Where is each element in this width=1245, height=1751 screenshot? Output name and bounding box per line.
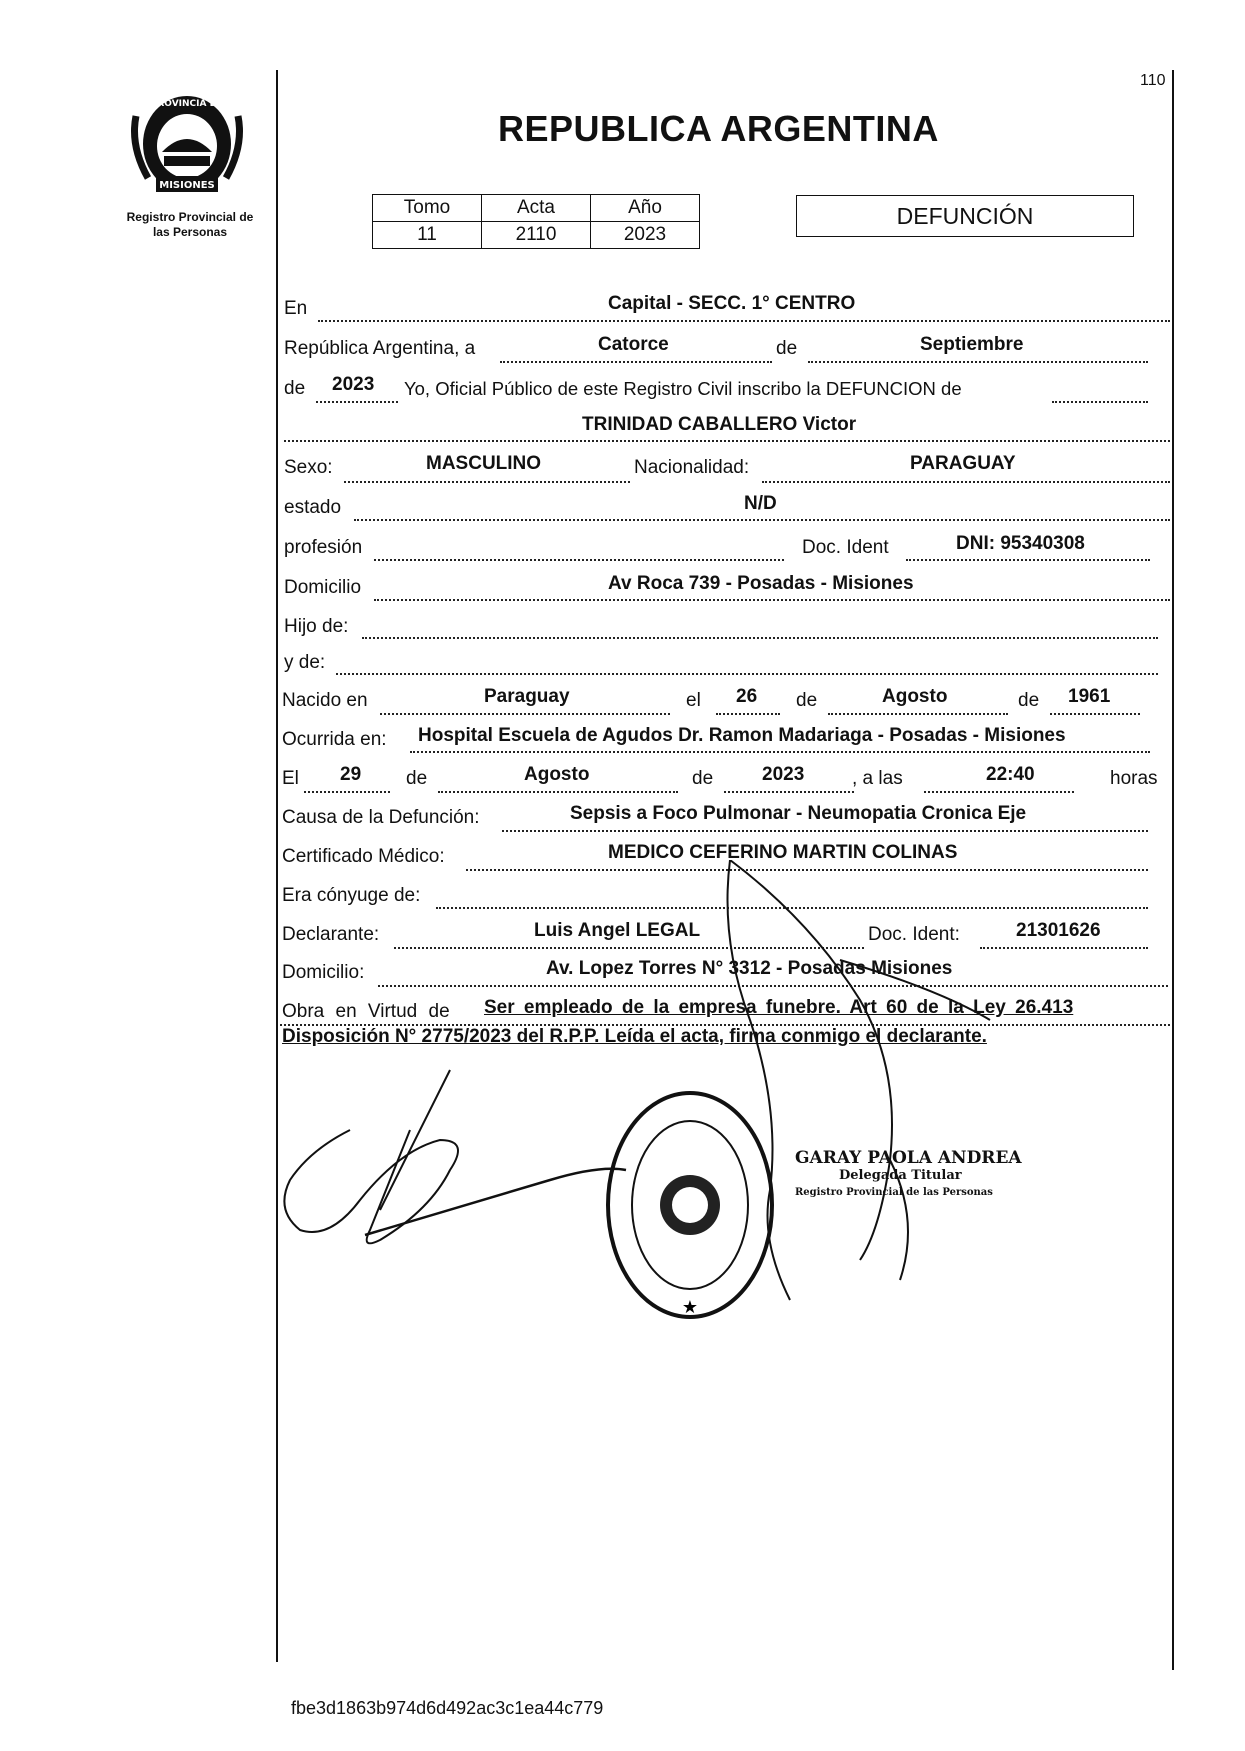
registry-value-tomo: 11 — [373, 222, 482, 249]
declarant-signature-icon — [270, 1060, 630, 1260]
nacido-label: Nacido en — [282, 690, 368, 711]
death-de2: de — [692, 768, 714, 789]
doc-ident-value: DNI: 95340308 — [956, 533, 1085, 554]
el2-label: El — [282, 768, 299, 789]
deceased-name: TRINIDAD CABALLERO Victor — [582, 414, 857, 435]
page-number: 110 — [1140, 72, 1166, 89]
birth-de1: de — [796, 690, 818, 711]
en-dotted-line — [318, 320, 1170, 322]
obra-label: Obra en Virtud de — [282, 1001, 450, 1022]
org-line-2: las Personas — [152, 225, 228, 239]
nacido-place: Paraguay — [484, 686, 570, 707]
year-prefix: de — [284, 378, 306, 399]
nacionalidad-dotted-line — [762, 481, 1170, 483]
birth-de2: de — [1018, 690, 1040, 711]
registry-header-row — [373, 195, 700, 222]
org-line-1: Registro Provincial de — [126, 210, 254, 224]
provincial-coat-of-arms-icon — [128, 86, 246, 198]
birth-day: 26 — [736, 686, 758, 707]
horas-label: horas — [1110, 768, 1158, 789]
registry-value-anio: 2023 — [591, 222, 700, 249]
svg-text:MISIONES: MISIONES — [159, 180, 215, 191]
year-dotted-line — [316, 401, 398, 403]
republica-label: República Argentina, a — [284, 338, 476, 359]
yde-dotted-line — [336, 673, 1158, 675]
registry-value-acta: 2110 — [482, 222, 591, 249]
official-org: Registro Provincial de las Personas — [795, 1187, 993, 1198]
svg-text:PROVINCIA DE: PROVINCIA DE — [150, 99, 224, 109]
inscribe-text: Yo, Oficial Público de este Registro Civil inscribo la DEFUNCION de — [404, 378, 962, 399]
doc-ident-label: Doc. Ident — [802, 537, 889, 558]
disposicion-text: Disposición N° 2775/2023 del R.P.P. Leída el acta, firma conmigo el declarante. — [282, 1026, 987, 1047]
death-day-dotted-line — [304, 791, 390, 793]
registry-table — [372, 194, 700, 249]
record-type-box: DEFUNCIÓN — [796, 195, 1134, 237]
sexo-dotted-line — [344, 481, 630, 483]
profesion-dotted-line — [374, 559, 784, 561]
estado-label: estado — [284, 497, 342, 518]
domicilio-label: Domicilio — [284, 577, 362, 598]
svg-text:★: ★ — [681, 1297, 699, 1317]
registry-header-anio: Año — [591, 195, 700, 222]
birth-year: 1961 — [1068, 686, 1111, 707]
conyuge-label: Era cónyuge de: — [282, 885, 421, 906]
estado-dotted-line — [354, 519, 1170, 521]
nacionalidad-value: PARAGUAY — [910, 453, 1016, 474]
en-label: En — [284, 298, 308, 319]
organization-name — [110, 210, 270, 240]
month-value: Septiembre — [920, 334, 1024, 355]
sexo-value: MASCULINO — [426, 453, 542, 474]
decl-domicilio-label: Domicilio: — [282, 962, 365, 983]
certificado-label: Certificado Médico: — [282, 846, 445, 867]
page-title: REPUBLICA ARGENTINA — [498, 108, 939, 149]
hijo-label: Hijo de: — [284, 616, 349, 637]
left-margin-line — [276, 70, 278, 1662]
death-year: 2023 — [762, 764, 805, 785]
domicilio-value: Av Roca 739 - Posadas - Misiones — [608, 573, 914, 594]
de-label: de — [776, 338, 798, 359]
death-time: 22:40 — [986, 764, 1035, 785]
estado-value: N/D — [744, 493, 777, 514]
inscribe-dotted-line — [1052, 401, 1148, 403]
official-name: GARAY PAOLA ANDREA — [795, 1148, 1022, 1168]
official-role: Delegada Titular — [839, 1168, 962, 1183]
month-dotted-line — [808, 361, 1148, 363]
registry-header-acta: Acta — [482, 195, 591, 222]
certificado-value: MEDICO CEFERINO MARTIN COLINAS — [608, 842, 958, 863]
hijo-dotted-line — [362, 637, 1158, 639]
death-day: 29 — [340, 764, 362, 785]
right-margin-line — [1172, 70, 1174, 1670]
nacionalidad-label: Nacionalidad: — [634, 457, 750, 478]
doc-ident-dotted-line — [906, 559, 1150, 561]
birth-year-dotted-line — [1050, 713, 1140, 715]
year-value: 2023 — [332, 374, 375, 395]
death-year-dotted-line — [724, 791, 854, 793]
registry-value-row — [373, 222, 700, 249]
sexo-label: Sexo: — [284, 457, 333, 478]
domicilio-dotted-line — [374, 599, 1170, 601]
death-month-dotted-line — [438, 791, 678, 793]
day-dotted-line — [500, 361, 772, 363]
declarante-value: Luis Angel LEGAL — [534, 920, 701, 941]
ocurrida-dotted-line — [410, 751, 1150, 753]
death-time-dotted-line — [924, 791, 1074, 793]
birth-month: Agosto — [882, 686, 948, 707]
decl-domicilio-value: Av. Lopez Torres N° 3312 - Posadas Misiones — [546, 958, 953, 979]
death-month: Agosto — [524, 764, 590, 785]
causa-label: Causa de la Defunción: — [282, 807, 480, 828]
declarante-label: Declarante: — [282, 924, 380, 945]
nacido-place-dotted-line — [380, 713, 670, 715]
birth-day-dotted-line — [716, 713, 780, 715]
profesion-label: profesión — [284, 537, 363, 558]
en-value: Capital - SECC. 1° CENTRO — [608, 293, 856, 314]
decl-doc-value: 21301626 — [1016, 920, 1101, 941]
ocurrida-value: Hospital Escuela de Agudos Dr. Ramon Madariaga - Posadas - Misiones — [418, 725, 1066, 746]
alas-label: , a las — [852, 768, 903, 789]
birth-month-dotted-line — [828, 713, 1008, 715]
causa-value: Sepsis a Foco Pulmonar - Neumopatia Cronica Eje — [570, 803, 1027, 824]
decl-doc-label: Doc. Ident: — [868, 924, 960, 945]
ocurrida-label: Ocurrida en: — [282, 729, 387, 750]
el-label: el — [686, 690, 701, 711]
official-signature-icon — [690, 860, 1070, 1320]
yde-label: y de: — [284, 652, 326, 673]
name-dotted-line — [284, 440, 1170, 442]
registry-header-tomo: Tomo — [373, 195, 482, 222]
causa-dotted-line — [502, 830, 1148, 832]
day-words: Catorce — [598, 334, 669, 355]
obra-value: Ser empleado de la empresa funebre. Art 60 de la Ley 26.413 — [484, 997, 1074, 1018]
document-hash: fbe3d1863b974d6d492ac3c1ea44c779 — [291, 1698, 604, 1718]
death-de1: de — [406, 768, 428, 789]
